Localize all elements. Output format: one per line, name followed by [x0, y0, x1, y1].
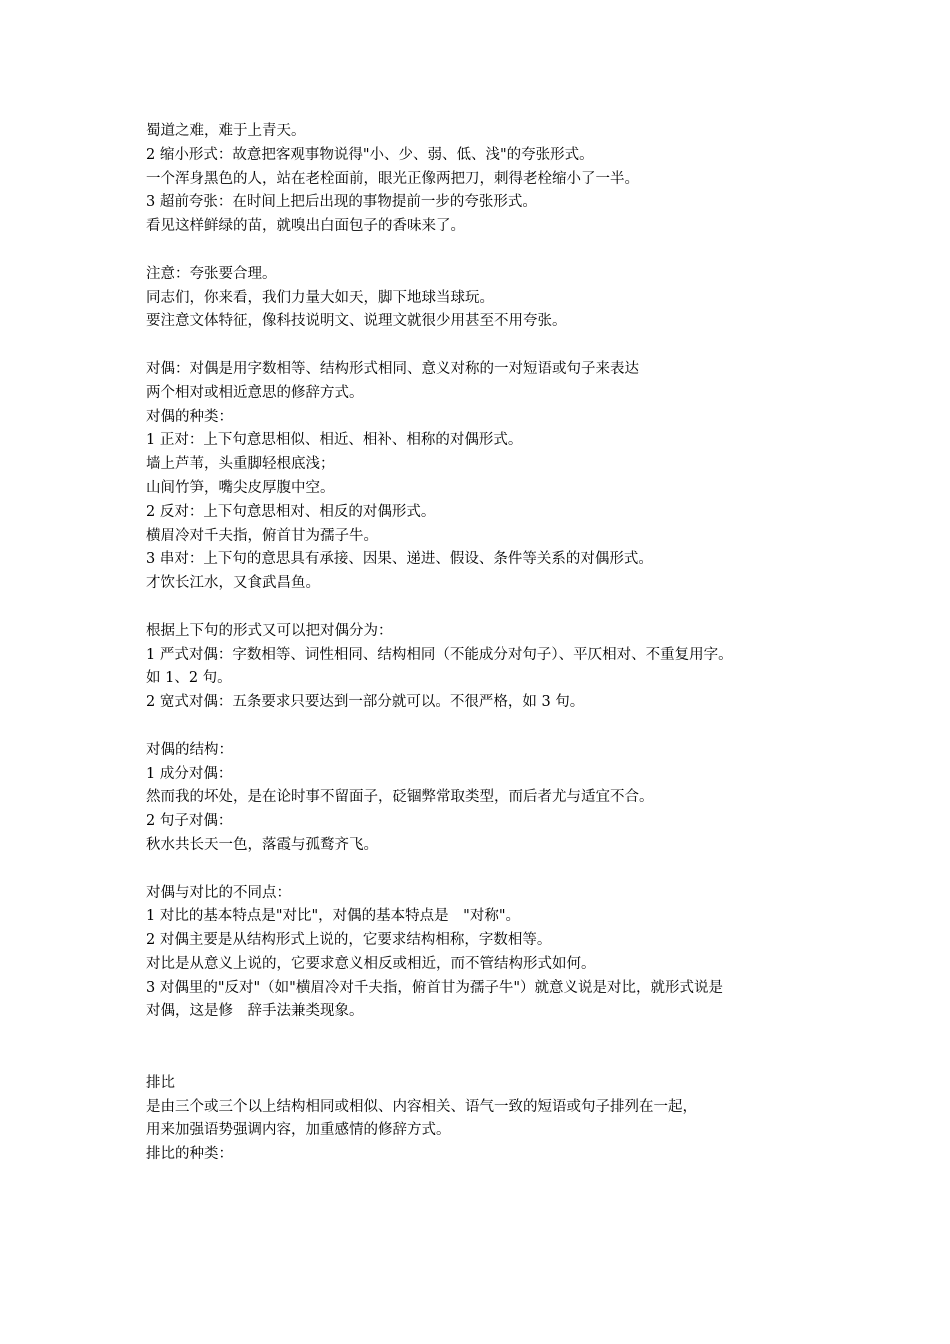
text-line: 2 反对：上下句意思相对、相反的对偶形式。	[146, 503, 436, 520]
text-line: 1 对比的基本特点是"对比"，对偶的基本特点是 "对称"。	[146, 908, 521, 925]
text-line: 要注意文体特征，像科技说明文、说理文就很少用甚至不用夸张。	[146, 313, 567, 330]
text-line: 对偶，这是修 辞手法兼类现象。	[146, 1003, 364, 1020]
text-line: 对偶与对比的不同点：	[146, 884, 291, 901]
text-line: 然而我的坏处，是在论时事不留面子，砭锢弊常取类型，而后者尤与适宜不合。	[146, 789, 654, 806]
text-line: 3 超前夸张：在时间上把后出现的事物提前一步的夸张形式。	[146, 194, 537, 211]
text-line: 一个浑身黑色的人，站在老栓面前，眼光正像两把刀，刺得老栓缩小了一半。	[146, 170, 639, 187]
paragraph-gap	[146, 715, 826, 739]
text-line: 秋水共长天一色，落霞与孤鹜齐飞。	[146, 836, 378, 853]
text-line: 横眉冷对千夫指，俯首甘为孺子牛。	[146, 527, 378, 544]
text-line: 1 正对：上下句意思相似、相近、相补、相称的对偶形式。	[146, 432, 523, 449]
paragraph-gap	[146, 239, 826, 263]
text-line: 墙上芦苇，头重脚轻根底浅；	[146, 456, 335, 473]
text-line: 3 串对：上下句的意思具有承接、因果、递进、假设、条件等关系的对偶形式。	[146, 551, 653, 568]
text-line: 2 缩小形式：故意把客观事物说得"小、少、弱、低、浅"的夸张形式。	[146, 146, 594, 163]
text-line: 才饮长江水，又食武昌鱼。	[146, 575, 320, 592]
text-line: 蜀道之难，难于上青天。	[146, 123, 306, 139]
text-line: 是由三个或三个以上结构相同或相似、内容相关、语气一致的短语或句子排列在一起，	[146, 1098, 697, 1115]
text-line: 如 1、2 句。	[146, 670, 232, 687]
text-line: 对偶的结构：	[146, 741, 233, 758]
text-line: 对偶的种类：	[146, 408, 233, 425]
paragraph-gap	[146, 596, 826, 620]
text-line: 2 句子对偶：	[146, 813, 233, 830]
text-line: 根据上下句的形式又可以把对偶分为：	[146, 622, 393, 639]
section-heading: 排比	[146, 1074, 175, 1091]
document-body	[146, 120, 826, 1167]
text-line: 1 成分对偶：	[146, 765, 233, 782]
text-line: 对比是从意义上说的，它要求意义相反或相近，而不管结构形式如何。	[146, 955, 596, 972]
paragraph-gap	[146, 1024, 826, 1072]
text-line: 2 对偶主要是从结构形式上说的，它要求结构相称，字数相等。	[146, 932, 552, 949]
text-line: 山间竹笋，嘴尖皮厚腹中空。	[146, 479, 335, 496]
paragraph-gap	[146, 858, 826, 882]
text-line: 1 严式对偶：字数相等、词性相同、结构相同（不能成分对句子）、平仄相对、不重复用字。	[146, 646, 733, 663]
text-line: 用来加强语势强调内容，加重感情的修辞方式。	[146, 1122, 451, 1139]
text-line: 同志们，你来看，我们力量大如天，脚下地球当球玩。	[146, 289, 494, 306]
text-line: 注意：夸张要合理。	[146, 265, 277, 282]
text-line: 对偶：对偶是用字数相等、结构形式相同、意义对称的一对短语或句子来表达	[146, 360, 639, 377]
text-line: 看见这样鲜绿的苗，就嗅出白面包子的香味来了。	[146, 218, 465, 235]
text-line: 2 宽式对偶：五条要求只要达到一部分就可以。不很严格，如 3 句。	[146, 694, 585, 711]
text-line: 3 对偶里的"反对"（如"横眉冷对千夫指，俯首甘为孺子牛"）就意义说是对比，就形式说是	[146, 979, 724, 996]
text-line: 排比的种类：	[146, 1146, 233, 1163]
paragraph-gap	[146, 334, 826, 358]
text-line: 两个相对或相近意思的修辞方式。	[146, 384, 364, 401]
